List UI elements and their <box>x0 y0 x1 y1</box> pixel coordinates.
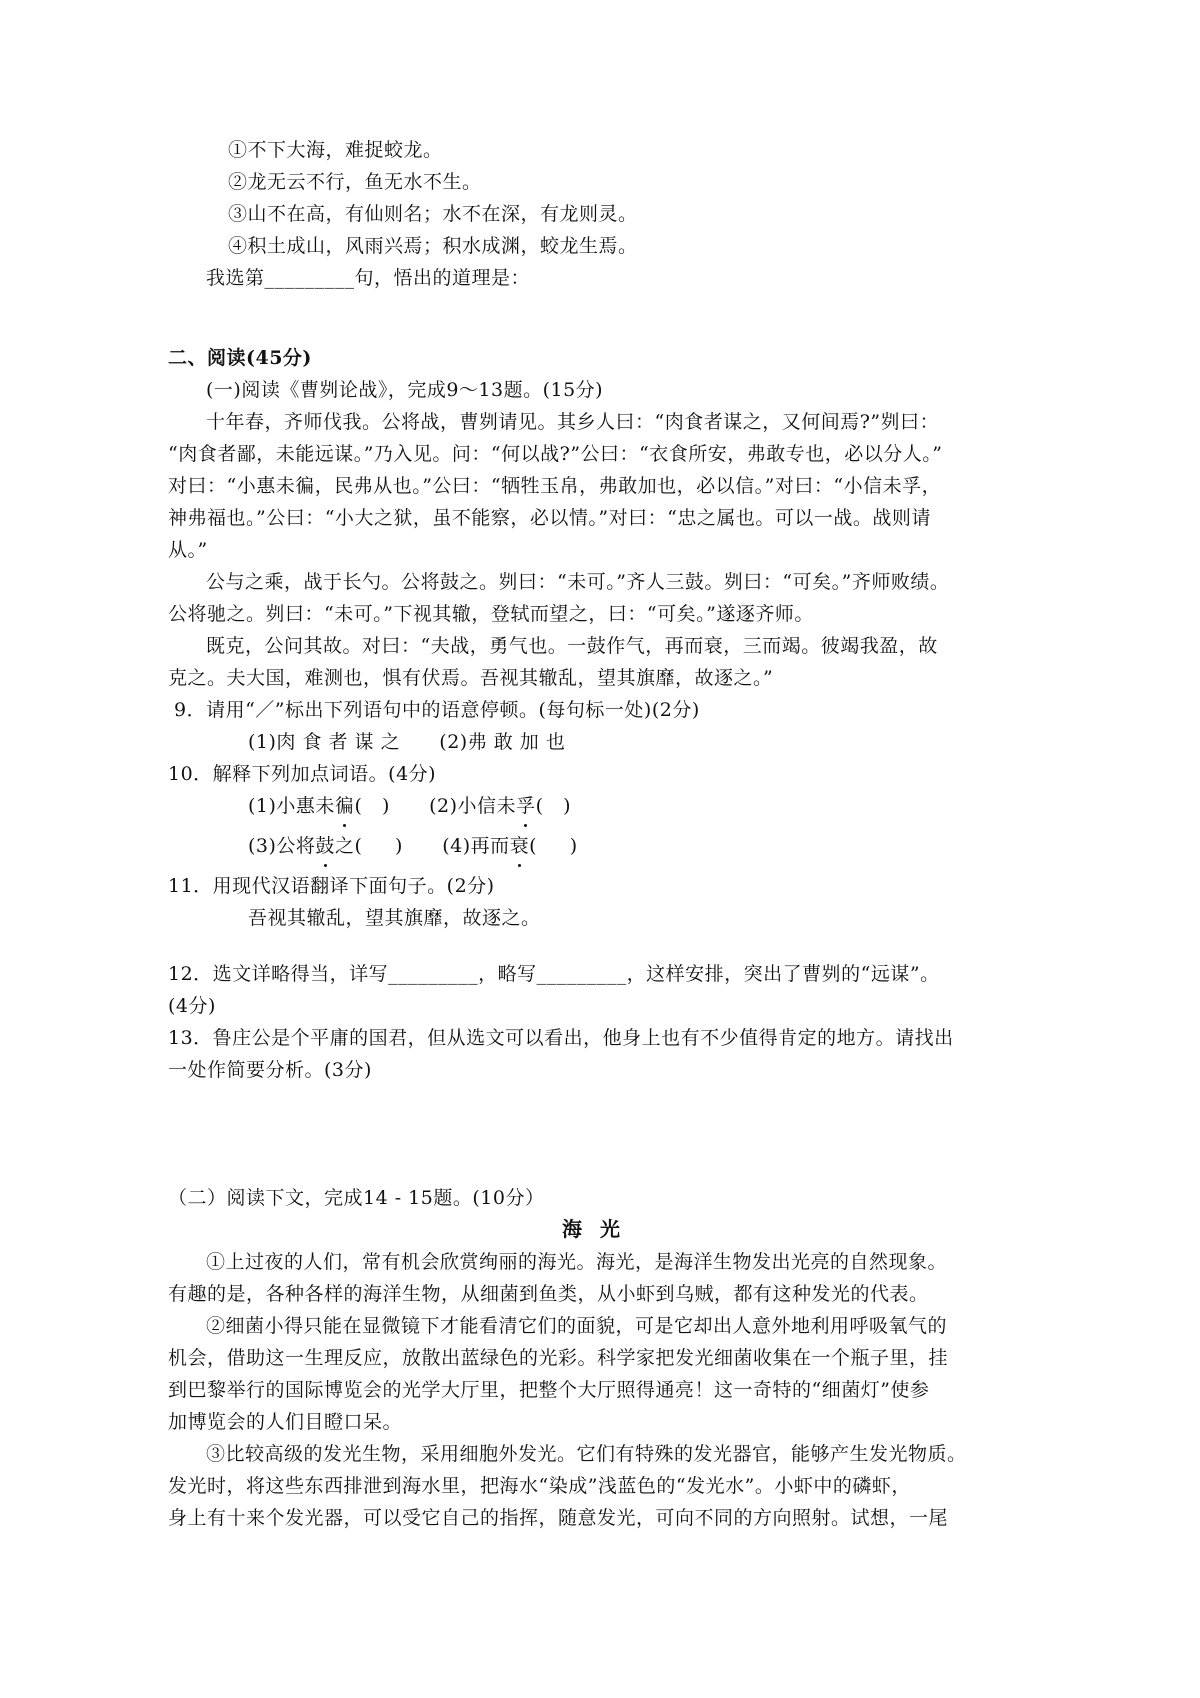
question-10: 10．解释下列加点词语。(4分) <box>168 763 437 785</box>
proverb-3: ③山不在高，有仙则名；水不在深，有龙则灵。 <box>228 203 638 225</box>
proverb-2: ②龙无云不行，鱼无水不生。 <box>228 171 482 193</box>
question-13: 一处作简要分析。(3分) <box>168 1059 372 1081</box>
article-line: 加博览会的人们目瞪口呆。 <box>168 1411 403 1433</box>
passage-line: 既克，公问其故。对曰：“夫战，勇气也。一鼓作气，再而衰，三而竭。彼竭我盈，故 <box>206 635 938 657</box>
choice-line: 我选第_________句，悟出的道理是： <box>206 267 531 289</box>
proverb-4: ④积土成山，风雨兴焉；积水成渊，蛟龙生焉。 <box>228 235 638 257</box>
reading-2-intro: （二）阅读下文，完成14 - 15题。(10分） <box>168 1187 545 1209</box>
article-line: 到巴黎举行的国际博览会的光学大厅里，把整个大厅照得通亮！这一奇特的“细菌灯”使参 <box>168 1379 930 1401</box>
q10-text: ( ) <box>529 835 578 857</box>
passage-line: 神弗福也。”公曰：“小大之狱，虽不能察，必以情。”对曰：“忠之属也。可以一战。战则请 <box>168 507 931 529</box>
question-9: 9．请用“／”标出下列语句中的语意停顿。(每句标一处)(2分) <box>174 699 700 721</box>
question-12: 12．选文详略得当，详写_________，略写_________，这样安排，突出了曹刿的“远谋”。 <box>168 963 940 985</box>
q10-text: ( ) <box>535 795 572 817</box>
dotted-word: 孚 <box>516 795 536 817</box>
question-12-points: (4分) <box>168 995 216 1017</box>
q10-text: (3)公将 <box>248 835 316 857</box>
proverb-1: ①不下大海，难捉蛟龙。 <box>228 139 443 161</box>
article-line: ②细菌小得只能在显微镜下才能看清它们的面貌，可是它却出人意外地利用呼吸氧气的 <box>206 1315 948 1337</box>
passage-line: 公将驰之。刿曰：“未可。”下视其辙，登轼而望之，曰：“可矣。”遂逐齐师。 <box>168 603 814 625</box>
question-11: 11．用现代汉语翻译下面句子。(2分) <box>168 875 495 897</box>
dotted-word: 鼓 <box>315 835 335 857</box>
article-line: 有趣的是，各种各样的海洋生物，从细菌到鱼类，从小虾到乌贼，都有这种发光的代表。 <box>168 1283 929 1305</box>
dotted-word: 徧 <box>334 795 355 817</box>
article-line: ①上过夜的人们，常有机会欣赏绚丽的海光。海光，是海洋生物发出光亮的自然现象。 <box>206 1251 948 1273</box>
question-11-sentence: 吾视其辙乱，望其旗靡，故逐之。 <box>248 907 541 929</box>
passage-line: 公与之乘，战于长勺。公将鼓之。刿曰：“未可。”齐人三鼓。刿曰：“可矣。”齐师败绩。 <box>206 571 950 593</box>
passage-line: 十年春，齐师伐我。公将战，曹刿请见。其乡人曰：“肉食者谋之，又何间焉?”刿曰： <box>206 411 940 433</box>
dotted-word: 衰 <box>509 835 530 857</box>
question-10-row-2 <box>248 834 578 858</box>
section-heading: 二、阅读(45分) <box>168 347 312 369</box>
q10-text: (1)小惠未 <box>248 795 335 817</box>
passage-line: “肉食者鄙，未能远谋。”乃入见。问：“何以战?”公曰：“衣食所安，弗敢专也，必以分人。” <box>168 443 943 465</box>
question-10-row-1 <box>248 794 571 818</box>
article-title: 海光 <box>562 1217 638 1241</box>
passage-line: 克之。夫大国，难测也，惧有伏焉。吾视其辙乱，望其旗靡，故逐之。” <box>168 667 774 689</box>
question-13: 13．鲁庄公是个平庸的国君，但从选文可以看出，他身上也有不少值得肯定的地方。请找出 <box>168 1027 954 1049</box>
article-line: 机会，借助这一生理反应，放散出蓝绿色的光彩。科学家把发光细菌收集在一个瓶子里，挂 <box>168 1347 949 1369</box>
passage-line: 对曰：“小惠未徧，民弗从也。”公曰：“牺牲玉帛，弗敢加也，必以信。”对曰：“小信未孚， <box>168 475 942 497</box>
q10-text: 之( ) (4)再而 <box>334 835 510 857</box>
article-line: 身上有十来个发光器，可以受它自己的指挥，随意发光，可向不同的方向照射。试想，一尾 <box>168 1507 949 1529</box>
q10-text: ( ) (2)小信未 <box>354 795 517 817</box>
article-line: ③比较高级的发光生物，采用细胞外发光。它们有特殊的发光器官，能够产生发光物质。 <box>206 1443 967 1465</box>
passage-line: 从。” <box>168 539 208 561</box>
article-line: 发光时，将这些东西排泄到海水里，把海水“染成”浅蓝色的“发光水”。小虾中的磷虾， <box>168 1475 911 1497</box>
question-9-items: (1)肉 食 者 谋 之 (2)弗 敢 加 也 <box>248 731 566 753</box>
reading-1-intro: (一)阅读《曹刿论战》，完成9～13题。(15分) <box>206 379 604 401</box>
